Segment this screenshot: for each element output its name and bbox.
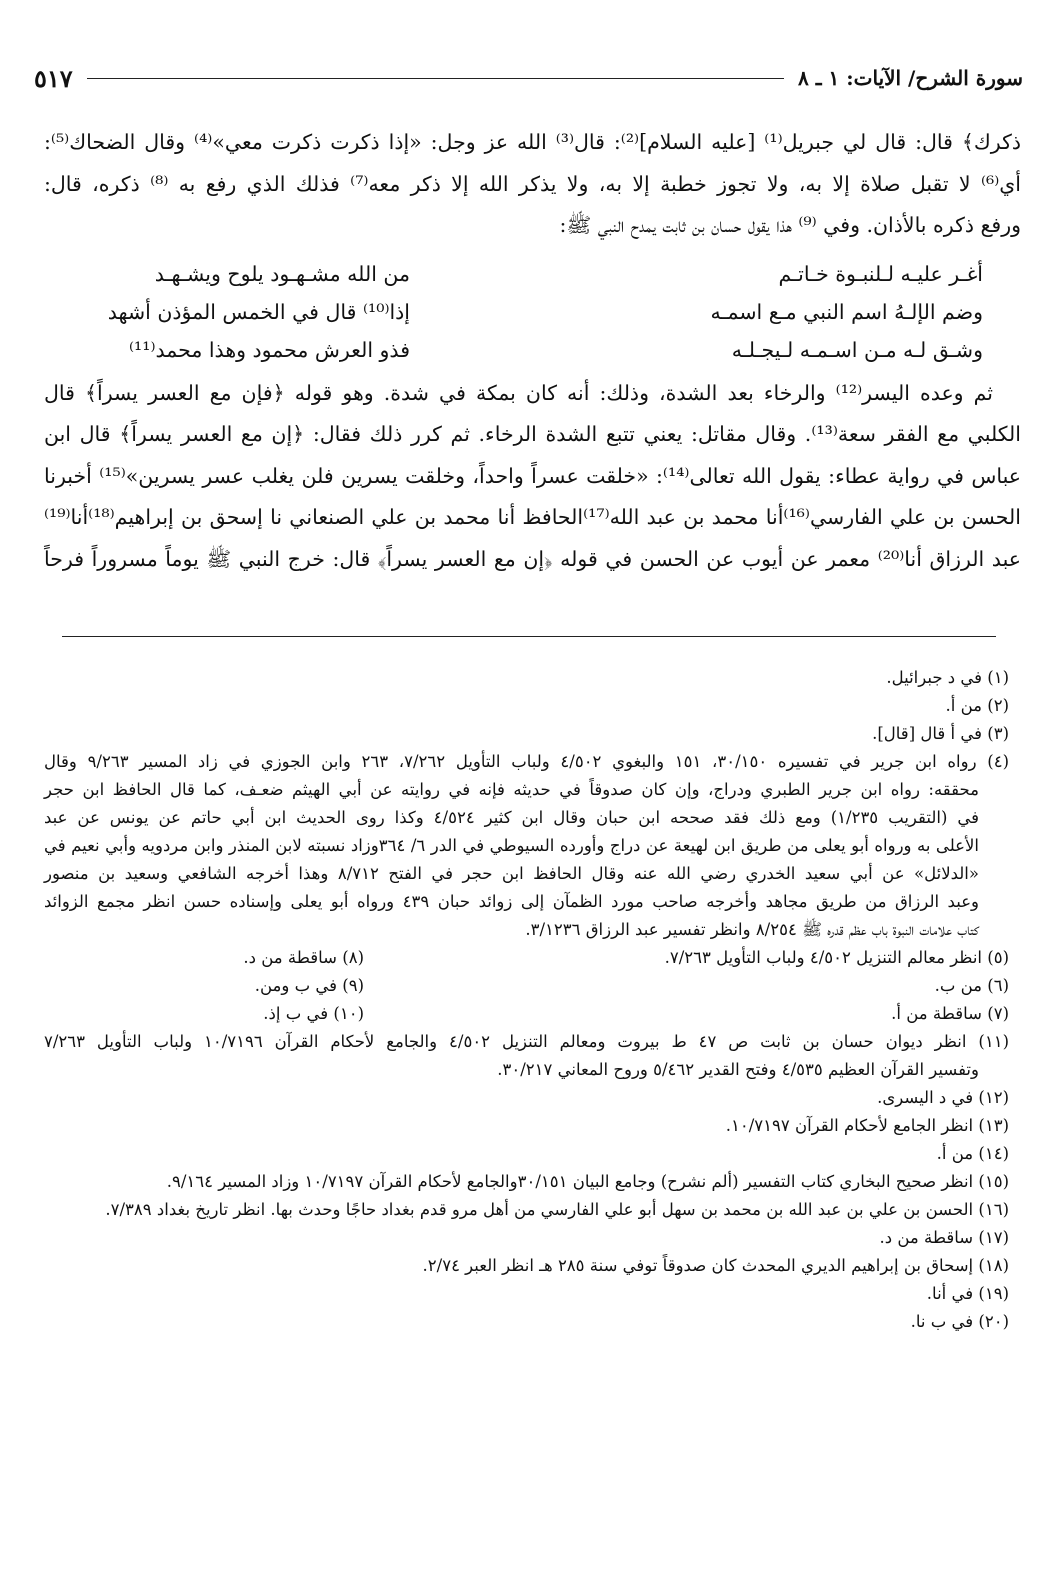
verse-first-hemistich: وشـق لـه مـن اسـمـه لـيجـلـه	[731, 337, 983, 362]
footnote-line: الأعلى به ورواه أبو يعلى من طريق ابن لهيعة عن دراج وأورده السيوطي في الدر ٦/ ٣٦٤وزاد نسبته لابن المنذر وابن مردويه وأبي نعيم في	[44, 836, 979, 855]
poem-verse	[44, 293, 1021, 331]
verse-second-hemistich: فذو العرش محمود وهذا محمد⁽¹¹⁾	[129, 337, 410, 362]
footnote: (١٧) ساقطة من د.	[879, 1228, 1009, 1247]
footnote	[44, 748, 1009, 944]
footnotes-right-column	[449, 944, 1009, 1028]
verse-second-hemistich: من الله مشـهـود يلوح ويشـهـد	[154, 261, 410, 286]
text-line: ورفع ذكره بالأذان. وفي ⁽⁹⁾ هذا يقول حسان بن ثابت يمدح النبي ﷺ:	[559, 213, 1021, 237]
footnote: (٢٠) في ب نا.	[910, 1312, 1009, 1331]
footnote-line: (٤) رواه ابن جرير في تفسيره ٣٠/١٥٠، ١٥١ والبغوي ٤/٥٠٢ ولباب التأويل ٧/٢٦٢، ٢٦٣ وابن الجوزي في زاد المسير ٩/٢٦٣ وقال	[44, 752, 1009, 771]
main-text	[44, 122, 1021, 580]
footnote-line: كتاب علامات النبوة باب عظم قدره ﷺ ٨/٢٥٤ وانظر تفسير عبد الرزاق ٣/١٢٣٦.	[525, 920, 979, 939]
footnotes-left-column	[44, 944, 384, 1028]
footnote: (١٨) إسحاق بن إبراهيم الديري المحدث كان صدوقاً توفي سنة ٢٨٥ هـ انظر العبر ٢/٧٤.	[422, 1256, 1009, 1275]
text-line: الحسن بن علي الفارسي⁽¹⁶⁾أنا محمد بن عبد الله⁽¹⁷⁾الحافظ أنا محمد بن علي الصنعاني نا إسحق بن إبراهيم⁽¹⁸⁾أنا⁽¹⁹⁾	[44, 505, 1021, 529]
footnote: (٥) انظر معالم التنزيل ٤/٥٠٢ ولباب التأويل ٧/٢٦٣.	[664, 948, 1009, 967]
verse-first-hemistich: وضم الإلـهُ اسم النبي مـع اسمـه	[710, 299, 983, 324]
text-line: عباس في رواية عطاء: يقول الله تعالى⁽¹⁴⁾: «خلقت عسراً واحداً، وخلقت يسرين فلن يغلب عسر يسرين»⁽¹⁵⁾ أخبرنا	[44, 463, 1022, 488]
header-rule	[87, 78, 784, 79]
text-line: عبد الرزاق أنا⁽²⁰⁾ معمر عن أيوب عن الحسن في قوله ﴿إن مع العسر يسراً﴾ قال: خرج النبي ﷺ يوماً مسروراً فرحاً	[44, 546, 1021, 571]
text-line: الكلبي مع الفقر سعة⁽¹³⁾. وقال مقاتل: يعني تتبع الشدة الرخاء. ثم كرر ذلك فقال: ﴿إن مع العسر يسراً﴾ قال ابن	[44, 422, 1022, 446]
footnote: (٢) من أ.	[945, 696, 1009, 715]
running-header	[34, 58, 1023, 98]
footnote	[44, 1028, 1009, 1084]
footnote: (١) في د جبرائيل.	[886, 668, 1009, 687]
footnote: (١٠) في ب إذ.	[263, 1004, 364, 1023]
footnote-line: (١١) انظر ديوان حسان بن ثابت ص ٤٧ ط بيروت ومعالم التنزيل ٤/٥٠٢ والجامع لأحكام القرآن ١٠/٧١٩٦ ولباب التأويل ٧/٢٦٣	[44, 1032, 1009, 1051]
footnote-line: وتفسير القرآن العظيم ٤/٥٣٥ وفتح القدير ٥/٤٦٢ وروح المعاني ٣٠/٢١٧.	[497, 1060, 979, 1079]
footnote: (٧) ساقطة من أ.	[891, 1004, 1009, 1023]
footnote: (٦) من ب.	[934, 976, 1009, 995]
poem	[44, 255, 1021, 369]
footnote: (١٩) في أنا.	[926, 1284, 1009, 1303]
footnote-line: وعبد الرزاق من طريق مجاهد وأخرجه صاحب مورد الظمآن إلى زوائد حبان ٤٣٩ ورواه أبو يعلى وإسناده حسن انظر مجمع الزوائد	[44, 892, 980, 911]
poem-verse	[44, 331, 1021, 369]
footnote-separator	[62, 636, 996, 637]
poem-verse	[44, 255, 1021, 293]
footnote: (١٢) في د اليسرى.	[877, 1088, 1009, 1107]
footnote: (٩) في ب ومن.	[254, 976, 364, 995]
footnote-line: «الدلائل» عن أبي سعيد الخدري رضي الله عنه وقال الحافظ ابن حجر في الفتح ٨/٧١٢ وهذا أخرجه الشافعي وسعيد بن منصور	[44, 864, 979, 883]
footnote: (١٤) من أ.	[936, 1144, 1009, 1163]
text-line: أي⁽⁶⁾ لا تقبل صلاة إلا به، ولا تجوز خطبة إلا به، ولا يذكر الله إلا ذكر معه⁽⁷⁾ فذلك الذي رفع به ⁽⁸⁾ ذكره، قال:	[44, 171, 1021, 196]
page-number: ٥١٧	[34, 63, 73, 93]
footnote: (١٥) انظر صحيح البخاري كتاب التفسير (ألم نشرح) وجامع البيان ٣٠/١٥١والجامع لأحكام القرآن ١٠/٧١٩٧ وزاد المسير ٩/١٦٤.	[166, 1172, 1009, 1191]
surah-title: سورة الشرح/ الآيات: ١ ـ ٨	[798, 66, 1023, 90]
footnotes-two-column	[44, 944, 1009, 1028]
footnote: (٨) ساقطة من د.	[243, 948, 364, 967]
footnote: (١٣) انظر الجامع لأحكام القرآن ١٠/٧١٩٧.	[725, 1116, 1009, 1135]
text-line: ذكرك﴾ قال: قال لي جبريل⁽¹⁾ [عليه السلام]⁽²⁾: قال⁽³⁾ الله عز وجل: «إذا ذكرت ذكرت معي»⁽⁴⁾ وقال الضحاك⁽⁵⁾:	[44, 130, 1021, 154]
footnote-line: محققه: رواه ابن جرير الطبري ودراج، وإن كان صدوقاً في حديثه فإنه في روايته عن أبي الهيثم ضعـف، كما قال الحافظ ابن حجر	[44, 780, 979, 799]
footnote: (٣) في أ قال [قال].	[872, 724, 1009, 743]
text-line: ثم وعده اليسر⁽¹²⁾ والرخاء بعد الشدة، وذلك: أنه كان بمكة في شدة. وهو قوله ﴿فإن مع العسر يسراً﴾ قال	[44, 380, 993, 405]
verse-first-hemistich: أغـر عليـه لـلنبـوة خـاتـم	[778, 261, 983, 286]
verse-second-hemistich: إذا⁽¹⁰⁾ قال في الخمس المؤذن أشهد	[107, 299, 410, 324]
footnote-line: في (التقريب ١/٢٣٥) ومع ذلك فقد صححه ابن حبان وقال ابن كثير ٤/٥٢٤ وكذا روى الحديث ابن أبي حاتم عن يونس عن عبد	[44, 808, 979, 827]
footnotes	[44, 664, 1009, 1336]
footnote: (١٦) الحسن بن علي بن عبد الله بن محمد بن سهل أبو علي الفارسي من أهل مرو قدم بغداد حاجًا وحدث بها. انظر تاريخ بغداد ٧/٣٨٩.	[105, 1200, 1009, 1219]
